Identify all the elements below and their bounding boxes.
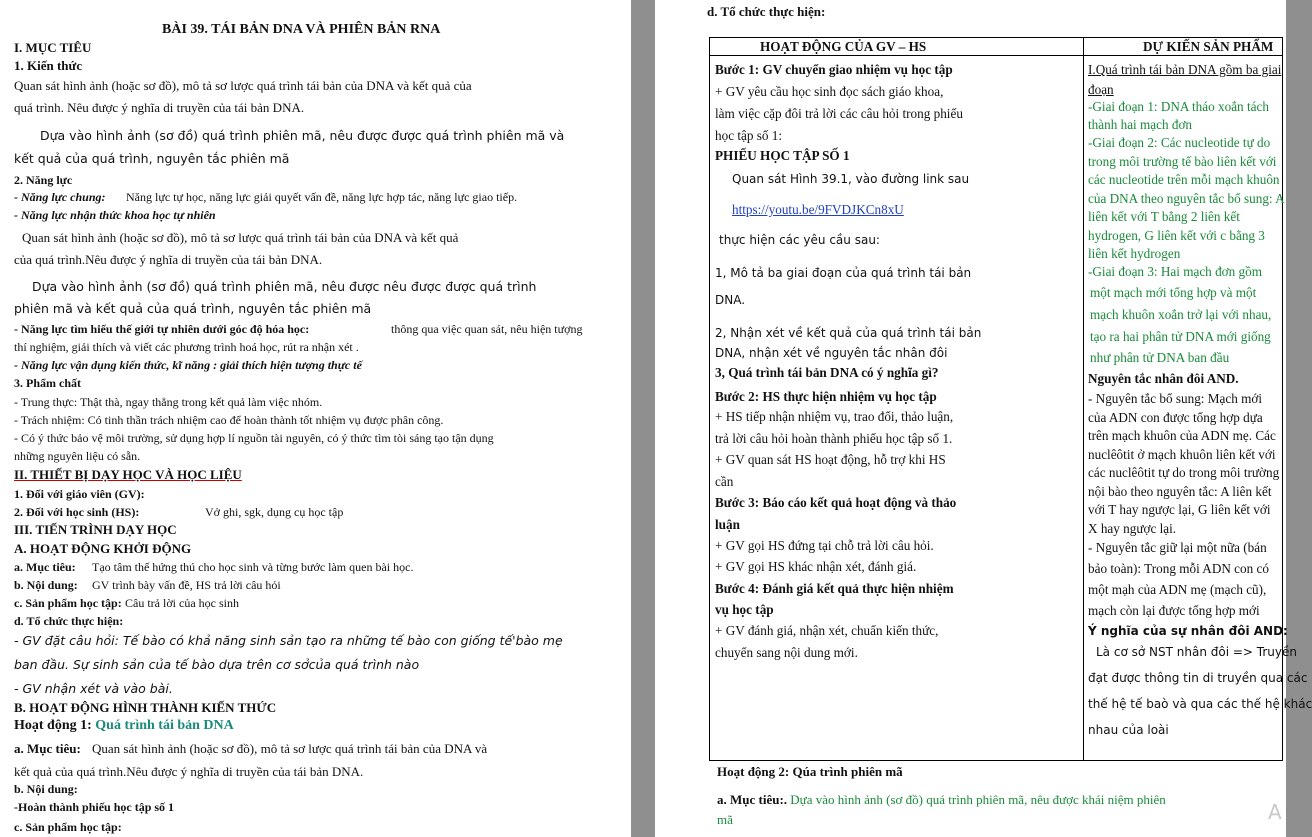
activity-line: + GV gọi HS đứng tại chỗ trả lời câu hỏi. — [715, 538, 934, 553]
product-line: mạch còn lại được tổng hợp mới — [1088, 603, 1260, 618]
activity-line: Quan sát Hình 39.1, vào đường link sau — [732, 172, 970, 186]
product-line: như phân tử DNA ban đầu — [1090, 350, 1230, 365]
activity-line: làm việc cặp đôi trả lời các câu hỏi trong phiếu — [715, 106, 963, 121]
product-line: -Giai đoạn 3: Hai mạch đơn gồm — [1088, 264, 1262, 279]
activity-line: + GV gọi HS khác nhận xét, đánh giá. — [715, 559, 917, 574]
activity-1-title: Quá trình tái bản DNA — [95, 718, 234, 733]
activity-line: Bước 4: Đánh giá kết quả thực hiện nhiệm — [715, 581, 954, 596]
text-span: b. Nội dung: — [14, 578, 78, 592]
product-line: mạch khuôn xoắn trở lại với nhau, — [1090, 307, 1272, 322]
product-line: I.Quá trình tái bản DNA gồm ba giai — [1088, 62, 1282, 77]
activity-line: DNA, nhận xét về nguyên tắc nhân đôi — [715, 346, 948, 360]
table-header-products: DỰ KIẾN SẢN PHẨM — [1143, 39, 1274, 54]
activity-2-objective — [717, 792, 1166, 807]
activity-line: Bước 3: Báo cáo kết quả hoạt động và thảo — [715, 495, 957, 510]
text-line: Vở ghi, sgk, dụng cụ học tập — [205, 505, 344, 519]
activity-line: + GV quan sát HS hoạt động, hỗ trợ khi HS — [715, 452, 946, 467]
text-line: Dựa vào hình ảnh (sơ đồ) quá trình phiên mã, nêu được nêu được được quá trình — [32, 279, 537, 294]
text-line: 3. Phẩm chất — [14, 376, 81, 390]
science-competence-label — [14, 322, 309, 337]
activity-line: Bước 2: HS thực hiện nhiệm vụ học tập — [715, 389, 937, 404]
document-page-left — [0, 0, 631, 837]
activity-line: trả lời câu hỏi hoàn thành phiếu học tập số 1. — [715, 431, 953, 446]
product-line: của DNA theo nguyên tắc bổ sung: A — [1088, 191, 1285, 206]
product-line: thế hệ tế baò và qua các thế hệ khác — [1088, 697, 1312, 711]
activity-line: + GV đánh giá, nhận xét, chuẩn kiến thức, — [715, 623, 939, 638]
text-line: Câu trả lời của học sinh — [125, 596, 239, 610]
product-line: đạt được thông tin di truyền qua các — [1088, 671, 1308, 685]
activity-line: học tập số 1: — [715, 128, 783, 143]
text-line: 1. Đối với giáo viên (GV): — [14, 487, 145, 501]
activity-line: chuyển sang nội dung mới. — [715, 645, 858, 660]
activity-1-heading — [14, 718, 234, 733]
product-line: Nguyên tắc nhân đôi AND. — [1088, 371, 1239, 386]
text-line: những nguyên liệu có sẵn. — [14, 449, 141, 463]
activity-1-objective-label: a. Mục tiêu: — [14, 741, 81, 756]
activity-line: 3, Quá trình tái bản DNA có ý nghĩa gì? — [715, 365, 939, 380]
text-line: A. HOẠT ĐỘNG KHỞI ĐỘNG — [14, 541, 192, 556]
product-line: -Giai đoạn 2: Các nucleotide tự do — [1088, 135, 1271, 150]
text-span: a. Mục tiêu: — [14, 560, 76, 574]
product-line: Là cơ sở NST nhân đôi => Truyền — [1096, 645, 1297, 659]
activity-table — [709, 37, 1312, 761]
product-line: liên kết hydrogen — [1088, 246, 1181, 261]
text-line: kết quả của quá trình, nguyên tắc phiên mã — [14, 151, 290, 166]
text-cursor-icon: A — [1268, 800, 1282, 824]
product-line: nội bào theo nguyên tắc: A liên kết — [1088, 484, 1272, 499]
product-line: X hay ngược lại. — [1088, 521, 1177, 536]
product-line: nhau của loài — [1088, 723, 1169, 737]
product-line: bảo toàn): Trong mỗi ADN con có — [1088, 561, 1269, 576]
product-line: với T hay ngược lại, G liên kết với — [1088, 502, 1271, 517]
text-line: - Có ý thức bảo vệ môi trường, sử dụng hợp lí nguồn tài nguyên, có ý thức tìm tòi sáng tạo tận dụng — [14, 431, 494, 445]
text-line: d. Tổ chức thực hiện: — [14, 614, 124, 628]
activity-line: 1, Mô tả ba giai đoạn của quá trình tái bản — [715, 266, 972, 280]
text-line: của quá trình.Nêu được ý nghĩa di truyền của tái bản DNA. — [14, 252, 323, 267]
text-span: - Năng lực chung: — [14, 190, 106, 204]
video-link[interactable]: https://youtu.be/9FVDJKCn8xU — [732, 202, 904, 217]
product-line: hydrogen, G liên kết với c bằng 3 — [1088, 228, 1265, 243]
text-line: Năng lực tự học, năng lực giải quyết vấn đề, năng lực hợp tác, năng lực giao tiếp. — [126, 190, 518, 204]
content-label — [14, 578, 78, 593]
activity-line: + HS tiếp nhận nhiệm vụ, trao đổi, thảo luận, — [715, 409, 954, 424]
text-line: - Năng lực nhận thức khoa học tự nhiên — [14, 208, 216, 222]
text-line: I. MỤC TIÊU — [14, 40, 92, 55]
text-line: - Trung thực: Thật thà, ngay thẳng trong kết quả làm việc nhóm. — [14, 395, 323, 409]
product-line: liên kết với T bằng 2 liên kết — [1088, 209, 1240, 224]
text-line: Quan sát hình ảnh (hoặc sơ đồ), mô tả sơ lược quá trình tái bản của DNA và kết quả — [22, 230, 459, 245]
activity-line: 2, Nhận xét về kết quả của quá trình tái bản — [715, 326, 982, 340]
document-page-right — [655, 0, 1312, 837]
product-line: - Nguyên tắc giữ lại một nữa (bán — [1088, 540, 1267, 555]
text-line: c. Sản phẩm học tập: — [14, 820, 122, 834]
text-line: 1. Kiến thức — [14, 58, 83, 73]
text-line: III. TIẾN TRÌNH DẠY HỌC — [14, 522, 177, 537]
table-header-activities: HOẠT ĐỘNG CỦA GV – HS — [760, 39, 927, 54]
product-line: một mạh của ADN mẹ (mạch cũ), — [1088, 582, 1267, 597]
text-line: Tạo tâm thế hứng thú cho học sinh và từng bước làm quen bài học. — [92, 560, 414, 574]
product-label — [14, 596, 122, 611]
activity-line: DNA. — [715, 293, 746, 307]
objective-label: a. Mục tiêu:. — [717, 792, 788, 807]
right-page-heading: d. Tổ chức thực hiện: — [707, 4, 826, 19]
text-span: - Năng lực tìm hiểu thế giới tự nhiên dưới góc độ hóa học: — [14, 322, 310, 336]
objective-label — [14, 560, 76, 575]
text-line: phiên mã và kết quả của quá trình, nguyên tắc phiên mã — [14, 301, 372, 316]
table-column-products — [1084, 38, 1312, 758]
product-line: đoạn — [1088, 82, 1114, 97]
table-column-activities — [710, 38, 1082, 758]
activity-line: Bước 1: GV chuyển giao nhiệm vụ học tập — [715, 62, 953, 77]
text-line: thông qua việc quan sát, nêu hiện tượng — [391, 322, 583, 336]
product-line: thành hai mạch đơn — [1088, 117, 1193, 132]
text-line: - Trách nhiệm: Có tinh thần trách nhiệm cao để hoàn thành tốt nhiệm vụ được phân công. — [14, 413, 444, 427]
activity-line: cần — [715, 474, 734, 489]
text-line: - GV đặt câu hỏi: Tế bào có khả năng sinh sản tạo ra những tế bào con giống tế'bào mẹ — [14, 633, 563, 648]
product-line: nuclêôtit ở mạch khuôn liên kết với — [1088, 447, 1276, 462]
product-line: Ý nghĩa của sự nhân đôi AND: — [1088, 624, 1288, 638]
section-equipment-heading: II. THIẾT BỊ DẠY HỌC VÀ HỌC LIỆU — [14, 467, 242, 482]
text-line: Dựa vào hình ảnh (sơ đồ) quá trình phiên mã, nêu được được quá trình phiên mã và — [40, 128, 565, 143]
general-competence-label — [14, 190, 106, 205]
text-line: kết quả của quá trình.Nêu được ý nghĩa di truyền của tái bản DNA. — [14, 764, 364, 779]
text-line: GV trình bày vấn đề, HS trả lời câu hỏi — [92, 578, 281, 592]
text-line: -Hoàn thành phiếu học tập số 1 — [14, 800, 175, 814]
product-line: tạo ra hai phân tử DNA mới giống — [1090, 329, 1271, 344]
text-line: B. HOẠT ĐỘNG HÌNH THÀNH KIẾN THỨC — [14, 700, 277, 715]
text-line: Quan sát hình ảnh (hoặc sơ đồ), mô tả sơ lược quá trình tái bản của DNA và kết quả của — [14, 78, 472, 93]
text-span: 2. Đối với học sinh (HS): — [14, 505, 140, 519]
text-line: BÀI 39. TÁI BẢN DNA VÀ PHIÊN BẢN RNA — [162, 22, 441, 37]
activity-2-heading: Hoạt động 2: Qúa trình phiên mã — [717, 764, 903, 779]
activity-line: vụ học tập — [715, 602, 774, 617]
text-span: c. Sản phẩm học tập: — [14, 596, 122, 610]
activity-line: thực hiện các yêu cầu sau: — [719, 233, 880, 247]
activity-line: PHIẾU HỌC TẬP SỐ 1 — [715, 148, 850, 163]
product-line: của ADN con được tổng hợp dựa — [1088, 410, 1263, 425]
objective-text: Dựa vào hình ảnh (sơ đồ) quá trình phiên mã, nêu được khái niệm phiên — [790, 792, 1166, 807]
activity-1-prefix: Hoạt động 1: — [14, 718, 96, 733]
text-line: Quan sát hình ảnh (hoặc sơ đồ), mô tả sơ lược quá trình tái bản của DNA và — [92, 741, 488, 756]
text-line: - Năng lực vận dụng kiến thức, kĩ năng : giải thích hiện tượng thực tế — [14, 358, 362, 372]
text-line: ban đầu. Sự sinh sản của tế bào dựa trên cơ sởcủa quá trình nào — [14, 657, 420, 672]
text-line: b. Nội dung: — [14, 782, 78, 796]
product-line: - Nguyên tắc bổ sung: Mạch mới — [1088, 391, 1262, 406]
text-line: - GV nhận xét và vào bài. — [14, 681, 173, 696]
product-line: -Giai đoạn 1: DNA tháo xoắn tách — [1088, 99, 1269, 114]
activity-line: + GV yêu cầu học sinh đọc sách giáo khoa, — [715, 84, 944, 99]
student-equipment-label — [14, 505, 139, 520]
product-line: các nucleotide trên mỗi mạch khuôn — [1088, 172, 1280, 187]
text-line: thí nghiệm, giải thích và viết các phương trình hoá học, rút ra nhận xét . — [14, 340, 359, 354]
objective-text-cont: mã — [717, 812, 733, 827]
product-line: các nuclêôtit tự do trong môi trường — [1088, 465, 1280, 480]
text-line: quá trình. Nêu được ý nghĩa di truyền của tái bản DNA. — [14, 100, 305, 115]
product-line: trên mạch khuôn của ADN mẹ. Các — [1088, 428, 1276, 443]
text-line: 2. Năng lực — [14, 173, 73, 187]
activity-line: luận — [715, 517, 740, 532]
product-line: trong môi trường tế bào liên kết với — [1088, 154, 1277, 169]
product-line: một mạch mới tổng hợp và một — [1090, 285, 1257, 300]
